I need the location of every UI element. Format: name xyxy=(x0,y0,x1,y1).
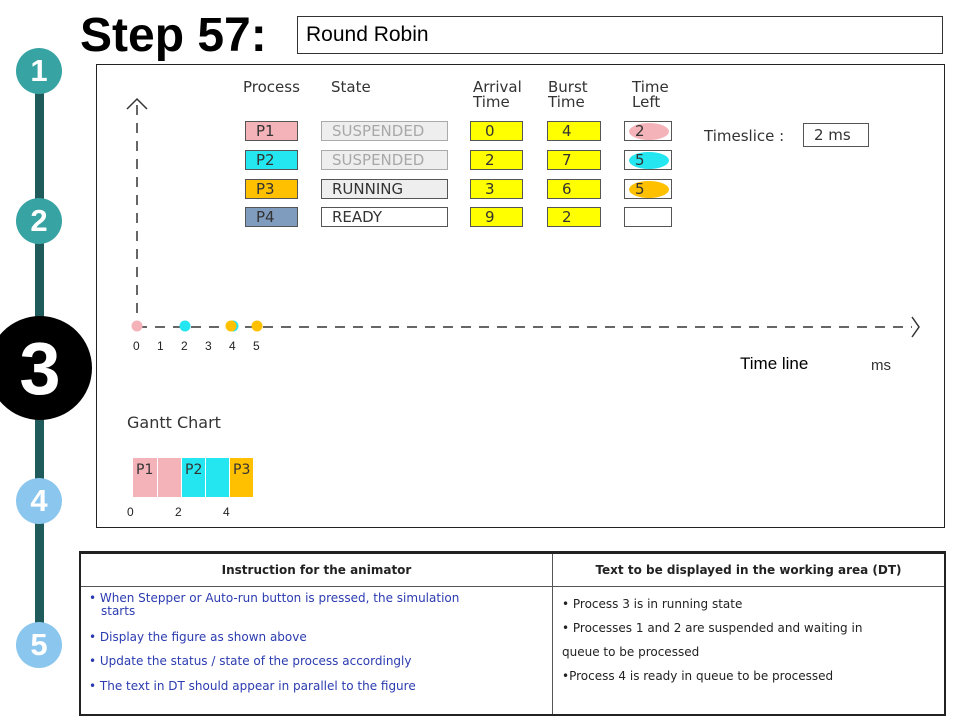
row-1-state: SUSPENDED xyxy=(321,121,448,141)
timeline-unit: ms xyxy=(871,357,891,374)
instruction-right-header: Text to be displayed in the working area (DT) xyxy=(553,554,944,587)
step-3-label: 3 xyxy=(19,326,61,410)
header-process: Process xyxy=(243,78,300,96)
row-3-time-left-value: 5 xyxy=(635,180,645,198)
step-2-circle[interactable] xyxy=(16,198,62,244)
row-2-time-left xyxy=(624,150,672,170)
gantt-tick-4: 4 xyxy=(223,505,230,519)
header-arrival xyxy=(473,80,522,110)
instruction-right-item-2-cont: queue to be processed xyxy=(562,645,700,659)
instruction-left-item-1: • When Stepper or Auto-run button is pressed, the simulation xyxy=(89,591,460,605)
row-1-arrival: 0 xyxy=(470,121,523,141)
instruction-left-item-3: • Update the status / state of the process accordingly xyxy=(89,654,412,668)
instruction-left-item-4: • The text in DT should appear in parallel to the figure xyxy=(89,679,416,693)
gantt-cell-p1-cont xyxy=(158,458,181,497)
row-2-burst: 7 xyxy=(547,150,601,170)
gantt-tick-0: 0 xyxy=(127,505,134,519)
timeline-marker-1 xyxy=(180,321,191,332)
timeline-tick-1: 1 xyxy=(157,339,164,353)
header-arrival-line2: Time xyxy=(473,93,510,111)
timeslice-value: 2 ms xyxy=(803,123,869,147)
instruction-right-item-3: •Process 4 is ready in queue to be processed xyxy=(562,669,834,683)
step-1-label: 1 xyxy=(30,53,48,88)
gantt-label: Gantt Chart xyxy=(127,413,221,432)
step-2-label: 2 xyxy=(30,203,48,238)
header-time-left-line2: Left xyxy=(632,93,661,111)
row-3-burst: 6 xyxy=(547,179,601,199)
page-title: Step 57: xyxy=(80,9,267,62)
row-2-arrival: 2 xyxy=(470,150,523,170)
working-area xyxy=(96,64,945,528)
header-state: State xyxy=(331,78,371,96)
timeline-tick-4: 4 xyxy=(229,339,236,353)
timeline-marker-4 xyxy=(252,321,263,332)
row-1-time-left xyxy=(624,121,672,141)
header-burst-line1: Burst xyxy=(548,78,588,96)
timeline-label: Time line xyxy=(740,354,809,373)
instruction-table xyxy=(79,551,946,716)
instruction-left-item-1-cont: starts xyxy=(101,604,136,618)
row-4-burst: 2 xyxy=(547,207,601,227)
algorithm-name: Round Robin xyxy=(306,23,429,46)
algorithm-name-box xyxy=(297,16,943,54)
gantt-cell-p1: P1 xyxy=(133,458,157,497)
row-1-process: P1 xyxy=(245,121,298,141)
header-arrival-line1: Arrival xyxy=(473,78,522,96)
step-5-circle[interactable] xyxy=(16,622,62,668)
step-1-circle[interactable] xyxy=(16,48,62,94)
gantt-cell-p3: P3 xyxy=(230,458,253,497)
row-4-arrival: 9 xyxy=(470,207,523,227)
header-time-left xyxy=(632,80,669,110)
row-1-burst: 4 xyxy=(547,121,601,141)
row-2-state: SUSPENDED xyxy=(321,150,448,170)
row-1-time-left-value: 2 xyxy=(635,122,645,140)
header-time-left-line1: Time xyxy=(632,78,669,96)
row-4-state: READY xyxy=(321,207,448,227)
x-axis-arrow xyxy=(912,317,919,337)
row-2-time-left-value: 5 xyxy=(635,151,645,169)
row-3-time-left xyxy=(624,179,672,199)
row-3-state: RUNNING xyxy=(321,179,448,199)
timeline-tick-3: 3 xyxy=(205,339,212,353)
step-4-circle[interactable] xyxy=(16,478,62,524)
step-5-label: 5 xyxy=(30,627,48,662)
row-3-arrival: 3 xyxy=(470,179,523,199)
row-4-time-left xyxy=(624,207,672,227)
instruction-left-item-2: • Display the figure as shown above xyxy=(89,630,307,644)
gantt-tick-2: 2 xyxy=(175,505,182,519)
timeline-marker-3 xyxy=(226,321,237,332)
timeslice-label: Timeslice : xyxy=(704,127,785,145)
timeline-marker-0 xyxy=(132,321,143,332)
instruction-left-header: Instruction for the animator xyxy=(81,554,552,587)
row-3-process: P3 xyxy=(245,179,298,199)
row-2-process: P2 xyxy=(245,150,298,170)
timeline-tick-2: 2 xyxy=(181,339,188,353)
instruction-right-item-2: • Processes 1 and 2 are suspended and waiting in xyxy=(562,621,863,635)
timeline-tick-0: 0 xyxy=(133,339,140,353)
gantt-cell-p2-cont xyxy=(206,458,229,497)
header-burst xyxy=(548,80,588,110)
gantt-cell-p2: P2 xyxy=(182,458,205,497)
instruction-right-item-1: • Process 3 is in running state xyxy=(562,597,743,611)
step-4-label: 4 xyxy=(30,483,48,518)
step-3-circle-active[interactable] xyxy=(0,316,92,420)
timeline-tick-5: 5 xyxy=(253,339,260,353)
header-burst-line2: Time xyxy=(548,93,585,111)
row-4-process: P4 xyxy=(245,207,298,227)
